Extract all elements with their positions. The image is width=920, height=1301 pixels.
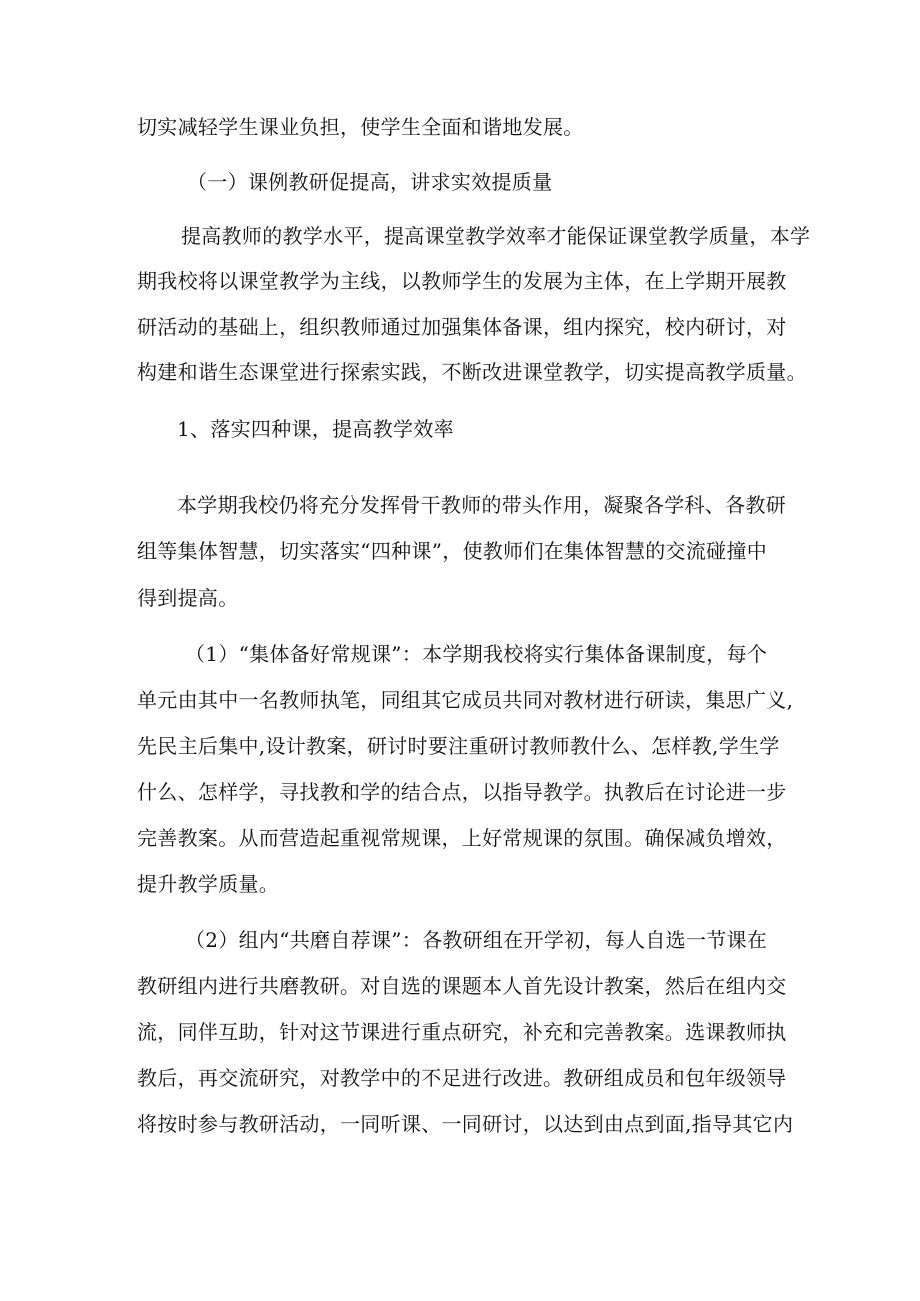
text-line: 流，同伴互助，针对这节课进行重点研究，补充和完善教案。选课教师执 (137, 1020, 787, 1044)
text-line: 什么、怎样学，寻找教和学的结合点，以指导教学。执教后在讨论进一步 (137, 780, 787, 804)
text-line: 完善教案。从而营造起重视常规课，上好常规课的氛围。确保减负增效， (137, 826, 787, 850)
text-line: 将按时参与教研活动，一同听课、一同研讨，以达到由点到面,指导其它内 (137, 1112, 794, 1136)
text-line: 教研组内进行共磨教研。对自选的课题本人首先设计教案，然后在组内交 (137, 974, 787, 998)
text-line: 构建和谐生态课堂进行探索实践，不断改进课堂教学，切实提高教学质量。 (137, 360, 807, 384)
text-line: 提升教学质量。 (137, 872, 280, 896)
text-line: 先民主后集中,设计教案，研讨时要注重研讨教师教什么、怎样教,学生学 (137, 734, 780, 758)
text-line: 得到提高。 (137, 586, 239, 610)
text-line: 研活动的基础上，组织教师通过加强集体备课，组内探究，校内研讨，对 (137, 315, 787, 339)
section-heading: （一）课例教研促提高，讲求实效提质量 (187, 170, 553, 194)
text-line: 本学期我校仍将充分发挥骨干教师的带头作用，凝聚各学科、各教研 (177, 493, 786, 517)
text-line: 教后，再交流研究，对教学中的不足进行改进。教研组成员和包年级领导 (137, 1066, 787, 1090)
text-line: （2）组内“共磨自荐课”：各教研组在开学初，每人自选一节课在 (185, 928, 768, 952)
text-line: 组等集体智慧，切实落实“四种课”，使教师们在集体智慧的交流碰撞中 (137, 539, 768, 563)
text-line: 提高教师的教学水平，提高课堂教学效率才能保证课堂教学质量，本学 (181, 224, 811, 248)
text-line: 单元由其中一名教师执笔，同组其它成员共同对教材进行研读，集思广义, (137, 688, 794, 712)
text-line: （1）“集体备好常规课”：本学期我校将实行集体备课制度，每个 (185, 642, 768, 666)
text-line: 期我校将以课堂教学为主线，以教师学生的发展为主体，在上学期开展教 (137, 269, 787, 293)
subsection-heading: 1、落实四种课，提高教学效率 (177, 417, 454, 441)
text-line: 切实减轻学生课业负担，使学生全面和谐地发展。 (137, 115, 584, 139)
